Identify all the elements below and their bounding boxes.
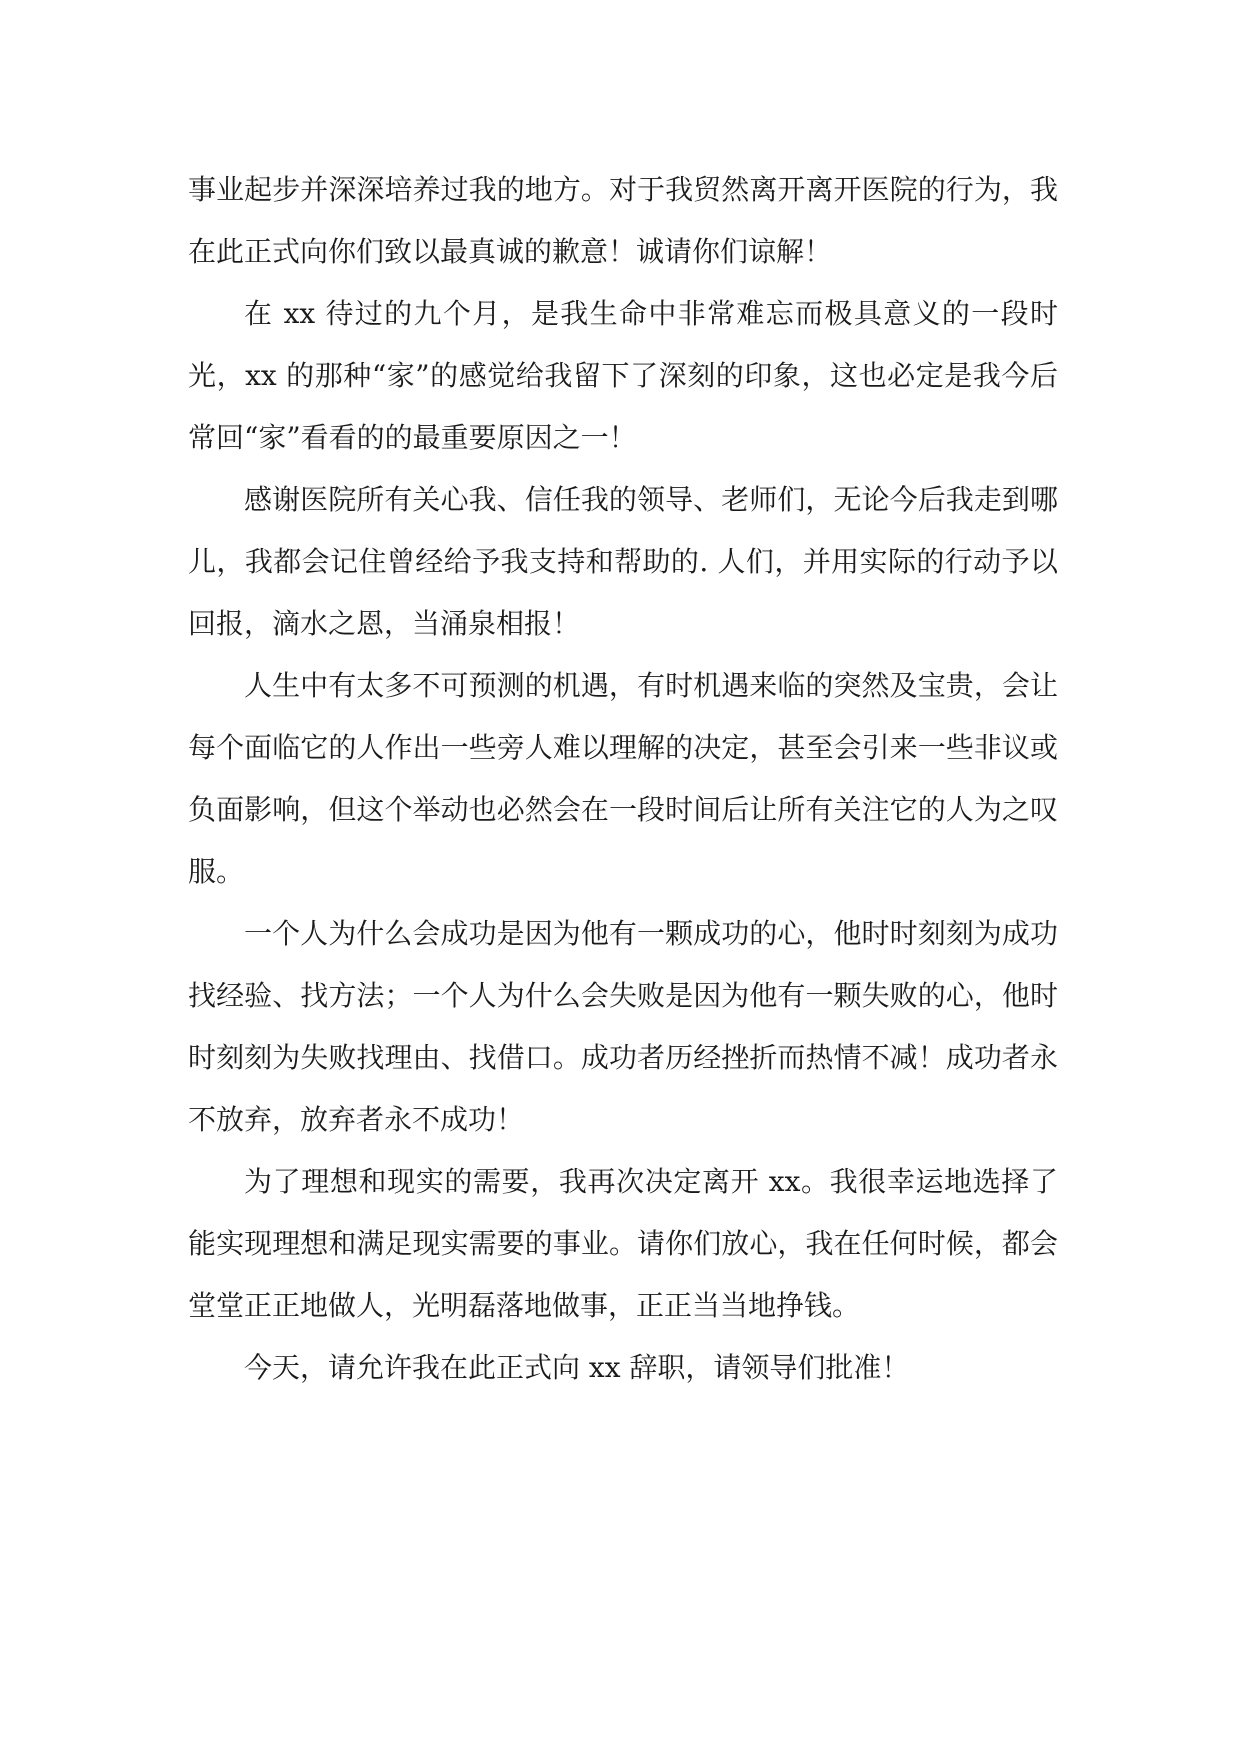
paragraph-resignation: 今天，请允许我在此正式向 xx 辞职，请领导们批准！ <box>244 1351 910 1384</box>
letter-body <box>188 159 1058 1399</box>
paragraph-opportunity: 人生中有太多不可预测的机遇，有时机遇来临的突然及宝贵，会让每个面临它的人作出一些旁人难以理解的决定，甚至会引来一些非议或负面影响，但这个举动也必然会在一段时间后让所有关注它的人为之叹服。 <box>188 669 1058 888</box>
paragraph-decision: 为了理想和现实的需要，我再次决定离开 xx。我很幸运地选择了能实现理想和满足现实需要的事业。请你们放心，我在任何时候，都会堂堂正正地做人，光明磊落地做事，正正当当地挣钱。 <box>188 1165 1058 1322</box>
paragraph-success: 一个人为什么会成功是因为他有一颗成功的心，他时时刻刻为成功找经验、找方法；一个人为什么会失败是因为他有一颗失败的心，他时时刻刻为失败找理由、找借口。成功者历经挫折而热情不减！成功者永不放弃，放弃者永不成功！ <box>188 917 1058 1136</box>
paragraph-nine-months: 在 xx 待过的九个月，是我生命中非常难忘而极具意义的一段时光，xx 的那种“家”的感觉给我留下了深刻的印象，这也必定是我今后常回“家”看看的的最重要原因之一！ <box>188 297 1058 454</box>
paragraph-thanks: 感谢医院所有关心我、信任我的领导、老师们，无论今后我走到哪儿，我都会记住曾经给予我支持和帮助的. 人们，并用实际的行动予以回报，滴水之恩，当涌泉相报！ <box>188 483 1058 640</box>
paragraph-continuation: 事业起步并深深培养过我的地方。对于我贸然离开离开医院的行为，我在此正式向你们致以最真诚的歉意！诚请你们谅解！ <box>188 173 1058 268</box>
